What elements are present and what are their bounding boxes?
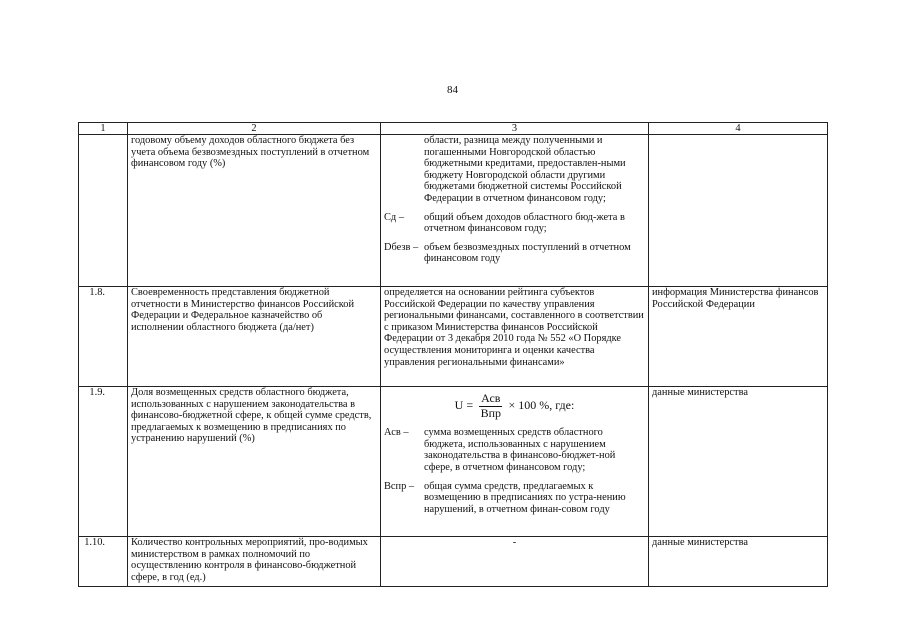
- header-col-2: 2: [128, 123, 381, 135]
- indicator-name: Количество контрольных мероприятий, про-водимых министерством в рамках полномочий по осуществлению контроля в финансово-бюджетной сфере, в год (ед.): [128, 537, 381, 587]
- data-source: данные министерства: [649, 537, 828, 587]
- indicator-name: годовому объему доходов областного бюджета без учета объема безвозмездных поступлений в отчетном финансовом году (%): [128, 135, 381, 287]
- formula-fraction: [479, 393, 502, 419]
- definition-item: [384, 242, 645, 265]
- table-row: [79, 387, 828, 537]
- page-number: 84: [447, 84, 458, 96]
- definition-item: [384, 212, 645, 235]
- definition-text: общий объем доходов областного бюд-жета в отчетном финансовом году;: [424, 211, 625, 235]
- data-source: данные министерства: [649, 387, 828, 537]
- indicator-name: Своевременность представления бюджетной отчетности в Министерство финансов Российской Федерации и Федеральное казначейство об исполнении областного бюджета (да/нет): [128, 287, 381, 387]
- formula-rhs: × 100 %, где:: [508, 398, 575, 413]
- definition-text: объем безвозмездных поступлений в отчетном финансовом году: [424, 241, 631, 265]
- formula: [384, 393, 645, 419]
- table-header-row: [79, 123, 828, 135]
- row-number: 1.9.: [79, 387, 128, 537]
- calculation-method: [381, 135, 649, 287]
- table-row: [79, 537, 828, 587]
- definition-text: сумма возмещенных средств областного бюджета, использованных с нарушением законодательства в финансово-бюджет-ной сфере, в отчетном финансовом году;: [424, 427, 616, 473]
- header-col-4: 4: [649, 123, 828, 135]
- table-row: [79, 287, 828, 387]
- definition-symbol: Сд –: [384, 211, 405, 223]
- definition-symbol: Вспр –: [384, 480, 415, 492]
- header-col-3: 3: [381, 123, 649, 135]
- table-row-continued: [79, 135, 828, 287]
- calculation-method: [381, 387, 649, 537]
- formula-numerator: Асв: [481, 391, 501, 405]
- calculation-method: -: [381, 537, 649, 587]
- formula-denominator: Впр: [480, 405, 501, 420]
- definition-item: [384, 481, 645, 516]
- row-number: 1.8.: [79, 287, 128, 387]
- method-continuation: области, разница между полученными и погашенными Новгородской областью бюджетными кредитами, предоставлен-ными бюджету Новгородской области другими бюджетами бюджетной системы Российской Федерации в отчетном финансовом году;: [424, 135, 626, 204]
- row-number: [79, 135, 128, 287]
- indicator-name: Доля возмещенных средств областного бюджета, использованных с нарушением законодательства в финансово-бюджетной сфере, к общей сумме средств, предлагаемых к возмещению в предписаниях по устранению нарушений (%): [128, 387, 381, 537]
- data-source: информация Министерства финансов Российской Федерации: [649, 287, 828, 387]
- row-number: 1.10.: [79, 537, 128, 587]
- definition-item: [384, 427, 645, 473]
- header-col-1: 1: [79, 123, 128, 135]
- formula-lhs: U =: [454, 398, 474, 413]
- indicators-table: [78, 122, 828, 587]
- definition-symbol: Асв –: [384, 427, 409, 439]
- data-source: [649, 135, 828, 287]
- calculation-method: определяется на основании рейтинга субъектов Российской Федерации по качеству управления региональными финансами, составленного в соответствии с приказом Министерства финансов Российской Федерации от 3 декабря 2010 года № 552 «О Порядке осуществления мониторинга и оценки качества управления региональными финансами»: [381, 287, 649, 387]
- definition-text: общая сумма средств, предлагаемых к возмещению в предписаниях по устра-нению нарушений, в отчетном финан-совом году: [424, 480, 626, 515]
- definition-symbol: Dбезв –: [384, 241, 419, 253]
